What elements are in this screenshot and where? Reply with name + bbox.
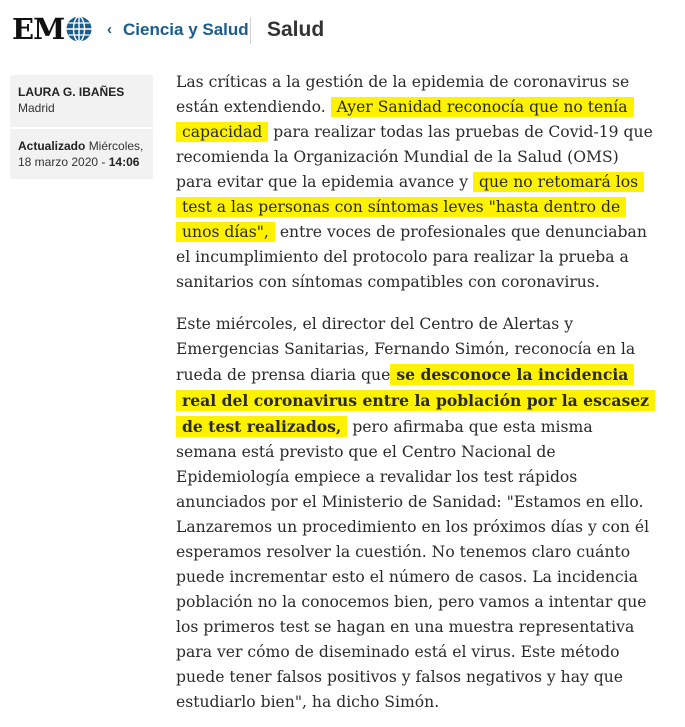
header-divider bbox=[250, 17, 251, 44]
highlighted-text: Ayer Sanidad reconocía que no tenía capacidad bbox=[176, 97, 634, 142]
author-location: Madrid bbox=[18, 101, 55, 115]
paragraph-1 bbox=[176, 70, 656, 295]
author-name[interactable]: LAURA G. IBAÑES bbox=[18, 85, 125, 99]
author-box bbox=[10, 75, 153, 127]
section-link[interactable]: Ciencia y Salud bbox=[123, 20, 249, 39]
globe-icon bbox=[65, 15, 93, 43]
article-byline bbox=[10, 75, 153, 179]
paragraph-text: Este miércoles, el director del Centro de Alertas y Emergencias Sanitarias, Fernando Simón, reconocía en la rueda de prensa diaria que bbox=[176, 315, 636, 384]
highlighted-bold-text: se desconoce la incidencia real del coronavirus entre la población por la escasez de test realizados, bbox=[176, 364, 655, 437]
site-header bbox=[0, 0, 685, 62]
paragraph-text: Las críticas a la gestión de la epidemia de coronavirus se están extendiendo. bbox=[176, 73, 630, 116]
date-box bbox=[10, 129, 153, 179]
highlighted-text: que no retomará los test a las personas con síntomas leves "hasta dentro de unos días", bbox=[176, 172, 644, 242]
subsection-title: Salud bbox=[267, 18, 325, 41]
publish-time: 14:06 bbox=[108, 155, 140, 169]
publish-date: Miércoles, 18 marzo 2020 - bbox=[18, 139, 144, 169]
paragraph-text: entre voces de profesionales que denunciaban el incumplimiento del protocolo para realizar la prueba a sanitarios con síntomas compatibles con coronavirus. bbox=[176, 223, 647, 291]
logo-text: EM bbox=[12, 12, 65, 46]
back-chevron-icon[interactable]: ‹ bbox=[107, 21, 112, 38]
paragraph-2 bbox=[176, 312, 656, 715]
paragraph-text: pero afirmaba que esta misma semana está previsto que el Centro Nacional de Epidemiología empiece a revalidar los test rápidos anunciados por el Ministerio de Sanidad: "Estamos en ello. Lanzaremos un procedimiento en los próximos días y con él esperamos resolver la cuestión. No tenemos claro cuánto puede incrementar esto el número de casos. La incidencia población no la conocemos bien, pero vamos a intentar que los primeros test se hagan en una muestra representativa para ver cómo de diseminado está el virus. Este método puede tener falsos positivos y falsos negativos y hay que estudiarlo bien", ha dicho Simón. bbox=[176, 418, 650, 711]
site-logo[interactable] bbox=[12, 14, 93, 44]
updated-label: Actualizado bbox=[18, 139, 86, 153]
paragraph-text: para realizar todas las pruebas de Covid-19 que recomienda la Organización Mundial de la Salud (OMS) para evitar que la epidemia avance y bbox=[176, 123, 653, 191]
article-body bbox=[176, 70, 656, 715]
